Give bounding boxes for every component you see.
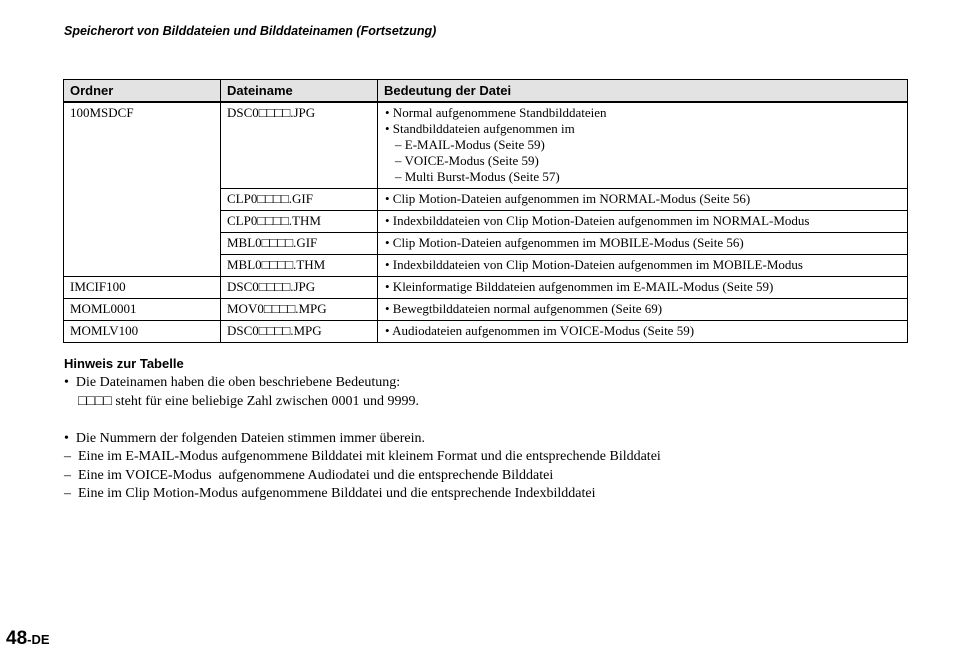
note-line: – Eine im E-MAIL-Modus aufgenommene Bilddatei mit kleinem Format und die entsprechende Bilddatei [64,449,661,464]
notes-title: Hinweis zur Tabelle [64,356,184,371]
page-number-value: 48 [6,628,28,649]
header-folder: Ordner [64,80,221,103]
meaning-cell: • Clip Motion-Dateien aufgenommen im MOBILE-Modus (Seite 56) [378,233,908,255]
table-row [64,277,908,299]
meaning-cell: • Indexbilddateien von Clip Motion-Dateien aufgenommen im NORMAL-Modus [378,211,908,233]
meaning-cell: • Indexbilddateien von Clip Motion-Dateien aufgenommen im MOBILE-Modus [378,255,908,277]
meaning-cell: • Bewegtbilddateien normal aufgenommen (Seite 69) [378,299,908,321]
table-row [64,102,908,189]
table-row [64,321,908,343]
header-filename: Dateiname [221,80,378,103]
folder-cell: 100MSDCF [64,102,221,277]
meaning-cell: • Kleinformatige Bilddateien aufgenommen im E-MAIL-Modus (Seite 59) [378,277,908,299]
note-line: – Eine im Clip Motion-Modus aufgenommene Bilddatei und die entsprechende Indexbilddatei [64,486,596,501]
filename-cell: DSC0□□□□.MPG [221,321,378,343]
note-spacer [64,411,661,430]
note-line: • Die Nummern der folgenden Dateien stimmen immer überein. [64,430,426,446]
meaning-line: • Standbilddateien aufgenommen im [385,121,575,136]
note-line: • Die Dateinamen haben die oben beschriebene Bedeutung: [64,375,401,390]
folder-cell: MOMLV100 [64,321,221,343]
filename-cell: MBL0□□□□.THM [221,255,378,277]
folder-cell: MOML0001 [64,299,221,321]
note-line: – Eine im VOICE-Modus aufgenommene Audiodatei und die entsprechende Bilddatei [64,467,554,483]
meaning-cell: • Audiodateien aufgenommen im VOICE-Modus (Seite 59) [378,321,908,343]
meaning-cell: • Clip Motion-Dateien aufgenommen im NORMAL-Modus (Seite 56) [378,189,908,211]
folder-cell: IMCIF100 [64,277,221,299]
filename-cell: MOV0□□□□.MPG [221,299,378,321]
meaning-subline: – Multi Burst-Modus (Seite 57) [395,169,560,184]
file-table [63,79,908,343]
meaning-cell [378,102,908,189]
meaning-subline: – VOICE-Modus (Seite 59) [395,153,539,168]
filename-cell: DSC0□□□□.JPG [221,277,378,299]
header-meaning: Bedeutung der Datei [378,80,908,103]
filename-cell: CLP0□□□□.GIF [221,189,378,211]
page-language-suffix: -DE [27,632,50,647]
meaning-subline: – E-MAIL-Modus (Seite 59) [395,137,545,152]
table-row [64,299,908,321]
notes-body [64,374,661,504]
table-header-row [64,80,908,103]
note-line: □□□□ steht für eine beliebige Zahl zwischen 0001 und 9999. [64,393,419,409]
meaning-line: • Normal aufgenommene Standbilddateien [385,105,607,120]
filename-cell: DSC0□□□□.JPG [221,102,378,189]
filename-cell: CLP0□□□□.THM [221,211,378,233]
page-number [6,628,50,650]
section-title: Speicherort von Bilddateien und Bilddateinamen (Fortsetzung) [64,24,437,38]
filename-cell: MBL0□□□□.GIF [221,233,378,255]
